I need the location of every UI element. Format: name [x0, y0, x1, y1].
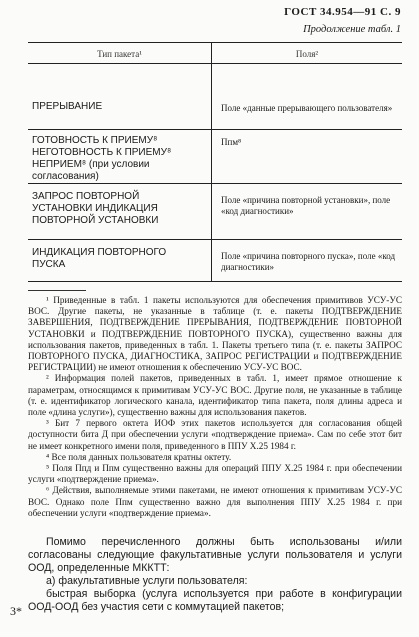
paragraph: а) факультативные услуги пользователя: — [46, 575, 248, 587]
paragraph: Помимо перечисленного должны быть использованы и/или согласованы следующие факультативные услуги пользователя и услуги ООД, определенные МККТТ: — [28, 536, 402, 574]
table-row-fields: Ппм⁸ — [221, 137, 242, 147]
footnote-6: ⁶ Действия, выполняемые этими пакетами, не имеют отношения к примитивам УСУ-УС ВОС. Однако поле Ппм существенно важно для выполнения ППУ X.25 1984 г. при обеспечении услуги «подтверждение приема». — [28, 485, 402, 518]
footnote-2: ² Информация полей пакетов, приведенных в табл. 1, имеет прямое отношение к параметрам, относящимся к примитивам УСУ-УС ВОС. Другие поля, не указанные в таблице (т. е. идентификатор логического канала, идентификатор типа пакета, поля длины адреса и поле «длина услуги»), существенно важны для использования пакетов. — [28, 373, 402, 418]
table-row-packet: ПРЕРЫВАНИЕ — [32, 101, 103, 112]
footnote-separator — [28, 290, 86, 291]
header-rule — [28, 63, 402, 64]
footnote-5: ⁵ Поля Ппд и Ппм существенно важны для операций ППУ X.25 1984 г. при обеспечении услуги «подтверждение приема». — [28, 463, 402, 485]
row-rule — [28, 183, 402, 184]
table-row-fields: Поле «причина повторной установки», поле «код диагностики» — [221, 195, 391, 216]
row-rule — [28, 129, 402, 130]
table-row-fields: Поле «причина повторного пуска», поле «код диагностики» — [221, 251, 396, 272]
column-divider — [211, 43, 212, 281]
col-header-packet-type: Тип пакета¹ — [97, 49, 142, 59]
standard-header: ГОСТ 34.954—91 С. 9 — [284, 6, 401, 18]
packet-table — [28, 42, 402, 282]
row-rule — [28, 239, 402, 240]
col-header-fields: Поля² — [295, 49, 319, 59]
footnotes — [28, 290, 402, 519]
table-row-packet: ГОТОВНОСТЬ К ПРИЕМУ⁸ НЕГОТОВНОСТЬ К ПРИЕМУ⁸ НЕПРИЕМ⁸ (при условии согласования) — [32, 135, 172, 182]
footnote-3: ³ Бит 7 первого октета ИОФ этих пакетов используется для согласования общей доступности бита Д при обеспечении услуги «подтверждение приема». Сам по себе этот бит не имеет конкретного имени поля, приведенного в ППУ X.25 1984 г. — [28, 418, 402, 451]
paragraph: быстрая выборка (услуга используется при работе в конфигурации ООД-ООД без участия сети с коммутацией пакетов; — [28, 588, 402, 613]
body-text — [28, 536, 402, 614]
table-row-packet: ЗАПРОС ПОВТОРНОЙ УСТАНОВКИ ИНДИКАЦИЯ ПОВТОРНОЙ УСТАНОВКИ — [32, 191, 159, 226]
page-number: 3* — [10, 604, 22, 618]
table-row-packet: ИНДИКАЦИЯ ПОВТОРНОГО ПУСКА — [32, 247, 167, 270]
table-row-fields: Поле «данные прерывающего пользователя» — [221, 103, 393, 113]
footnote-1: ¹ Приведенные в табл. 1 пакеты используются для обеспечения примитивов УСУ-УС ВОС. Другие пакеты, не указанные в таблице (т. е. пакеты ПОДТВЕРЖДЕНИЕ ЗАВЕРШЕНИЯ, ПОДТВЕРЖДЕНИЕ ПРЕРЫВАНИЯ, ПОДТВЕРЖДЕНИЕ ПОВТОРНОЙ УСТАНОВКИ и ПОДТВЕРЖДЕНИЕ ПОВТОРНОГО ПУСКА), существенно важны для использования пакетов, приведенных в табл. 1. Пакеты третьего типа (т. е. пакеты ЗАПРОС ПОВТОРНОГО ПУСКА, ДИАГНОСТИКА, ЗАПРОС РЕГИСТРАЦИИ и ПОДТВЕРЖДЕНИЕ РЕГИСТРАЦИИ) не имеют отношения к обеспечению УСУ-УС ВОС. — [28, 295, 402, 373]
table-continuation-label: Продолжение табл. 1 — [303, 24, 401, 35]
footnote-4: ⁴ Все поля данных пользователя кратны октету. — [46, 451, 232, 462]
